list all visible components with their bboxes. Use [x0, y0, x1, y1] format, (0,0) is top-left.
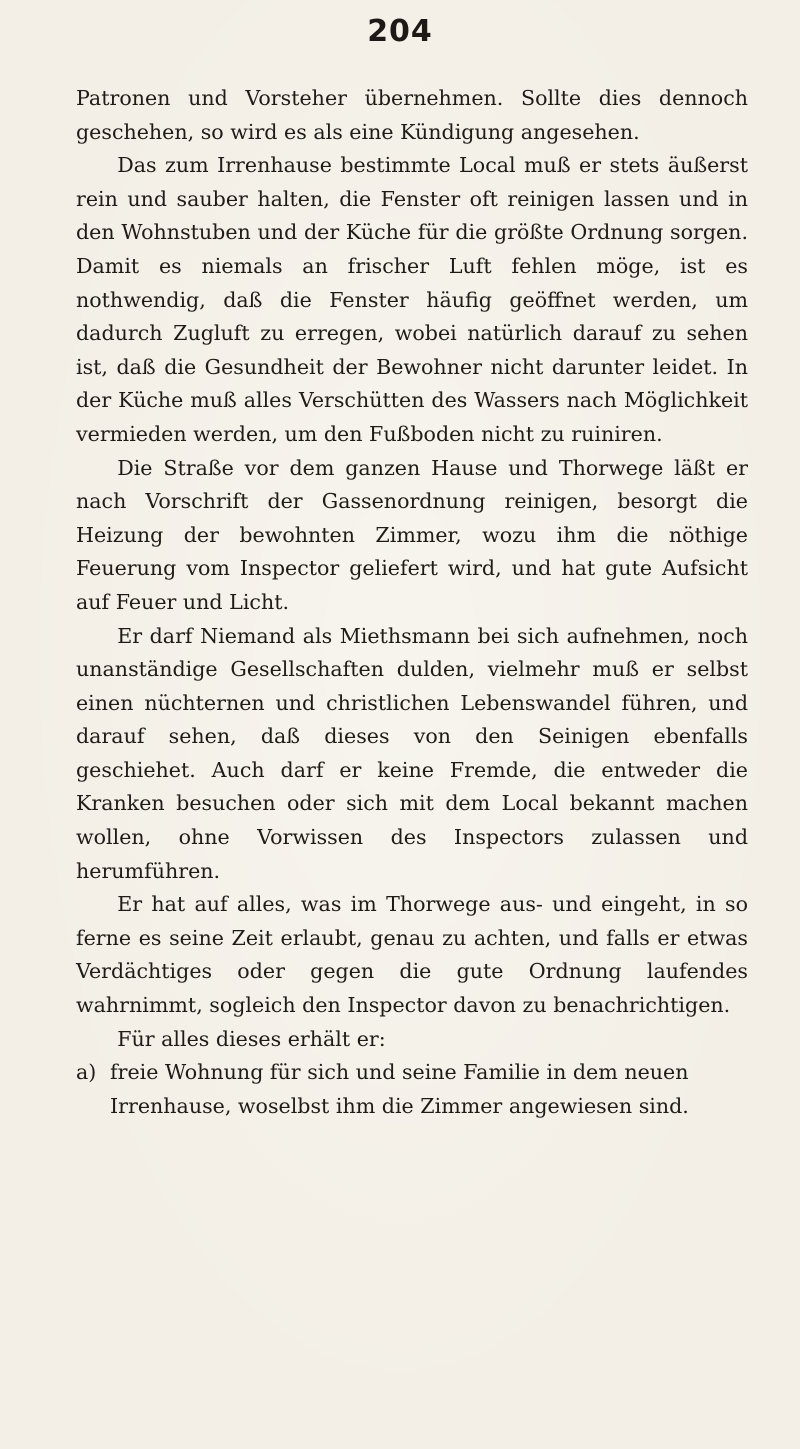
list-item-text: freie Wohnung für sich und seine Familie in dem neuen Irrenhause, woselbst ihm die Zimmer angewiesen sind. [110, 1060, 689, 1118]
paragraph-1: Patronen und Vorsteher übernehmen. Sollte dies dennoch geschehen, so wird es als eine Kündigung angesehen. [76, 86, 748, 144]
paragraph-5: Er hat auf alles, was im Thorwege aus- und eingeht, in so ferne es seine Zeit erlaubt, genau zu achten, und falls er etwas Verdächtiges oder gegen die gute Ordnung laufendes wahrnimmt, sogleich den Inspector davon zu benachrichtigen. [76, 892, 748, 1018]
paragraph-2: Das zum Irrenhause bestimmte Local muß er stets äußerst rein und sauber halten, die Fenster oft reinigen lassen und in den Wohnstuben und der Küche für die größte Ordnung sorgen. Damit es niemals an frischer Luft fehlen möge, ist es nothwendig, daß die Fenster häufig geöffnet werden, um dadurch Zugluft zu erregen, wobei natürlich darauf zu sehen ist, daß die Gesundheit der Bewohner nicht darunter leidet. In der Küche muß alles Verschütten des Wassers nach Möglichkeit vermieden werden, um den Fußboden nicht zu ruiniren. [76, 153, 748, 446]
page-number: 204 [367, 14, 433, 49]
paragraph-3: Die Straße vor dem ganzen Hause und Thorwege läßt er nach Vorschrift der Gassenordnung reinigen, besorgt die Heizung der bewohnten Zimmer, wozu ihm die nöthige Feuerung vom Inspector geliefert wird, und hat gute Aufsicht auf Feuer und Licht. [76, 455, 748, 614]
enumerated-list [76, 1056, 748, 1123]
body-text [76, 82, 748, 1123]
paragraph-6: Für alles dieses erhält er: [117, 1026, 386, 1051]
list-marker: a) [76, 1060, 97, 1085]
list-item [76, 1056, 748, 1123]
paragraph-4: Er darf Niemand als Miethsmann bei sich aufnehmen, noch unanständige Gesellschaften dulden, vielmehr muß er selbst einen nüchternen und christlichen Lebenswandel führen, und darauf sehen, daß dieses von den Seinigen ebenfalls geschiehet. Auch darf er keine Fremde, die entweder die Kranken besuchen oder sich mit dem Local bekannt machen wollen, ohne Vorwissen des Inspectors zulassen und herumführen. [76, 623, 748, 883]
